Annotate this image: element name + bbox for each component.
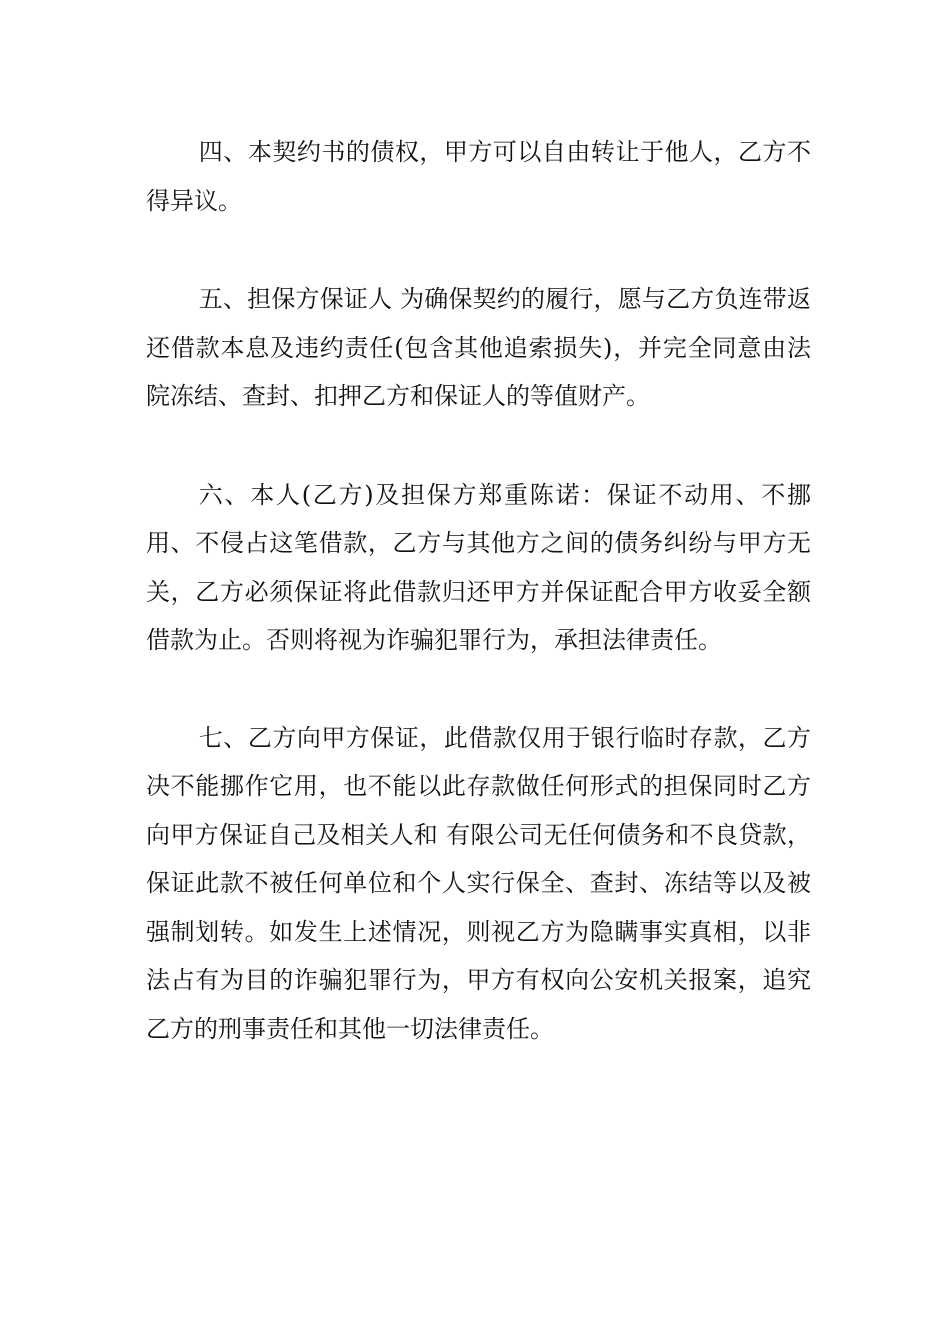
clause-four-paragraph: 四、本契约书的债权，甲方可以自由转让于他人，乙方不得异议。 — [146, 138, 811, 215]
clause-seven-paragraph: 七、乙方向甲方保证，此借款仅用于银行临时存款，乙方决不能挪作它用，也不能以此存款做任何形式的担保同时乙方向甲方保证自己及相关人和 有限公司无任何债务和不良贷款，保证此款不被任何单位和个人实行保全、查封、冻结等以及被强制划转。如发生上述情况，则视乙方为隐瞒事实真相，以非法占有为目的诈骗犯罪行为，甲方有权向公安机关报案，追究乙方的刑事责任和其他一切法律责任。 — [146, 723, 811, 1043]
document-page — [146, 128, 811, 1053]
clause-six-paragraph: 六、本人(乙方)及担保方郑重陈诺：保证不动用、不挪用、不侵占这笔借款，乙方与其他方之间的债务纠纷与甲方无关，乙方必须保证将此借款归还甲方并保证配合甲方收妥全额借款为止。否则将视为诈骗犯罪行为，承担法律责任。 — [146, 480, 811, 654]
clause-five-paragraph: 五、担保方保证人 为确保契约的履行，愿与乙方负连带返还借款本息及违约责任(包含其他追索损失)，并完全同意由法院冻结、查封、扣押乙方和保证人的等值财产。 — [146, 285, 811, 410]
